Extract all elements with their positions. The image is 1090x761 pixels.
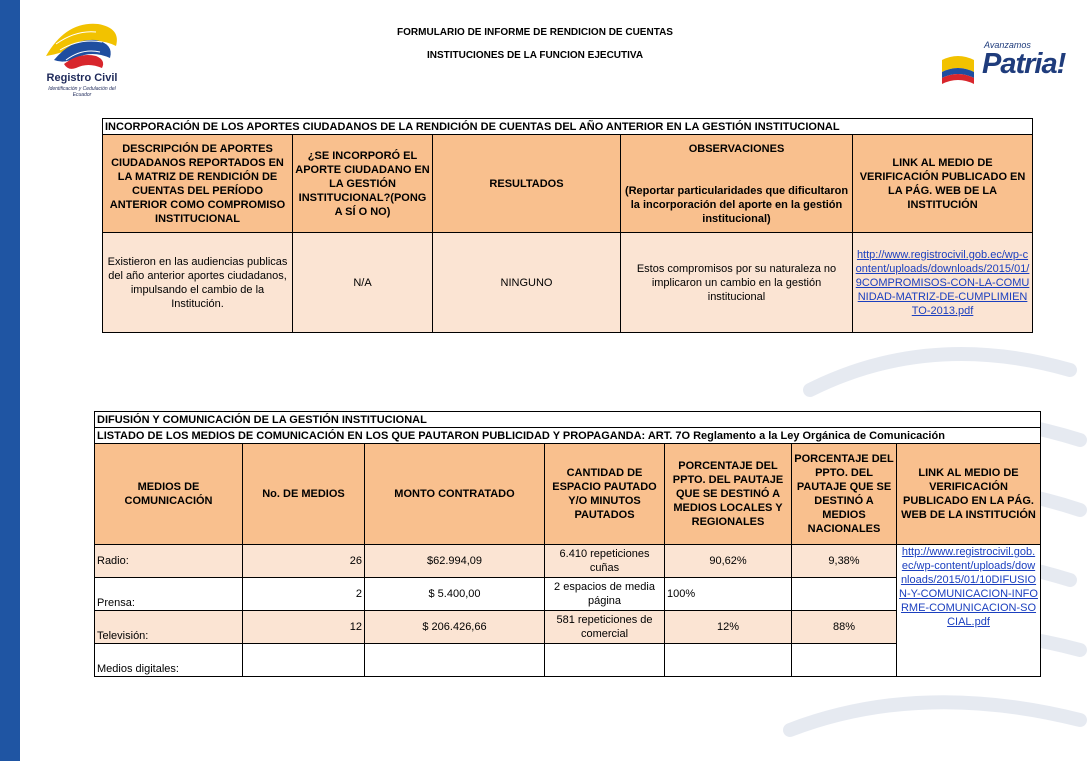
cell-cantidad: 6.410 repeticiones cuñas (545, 545, 665, 578)
cell-locales: 12% (665, 611, 792, 644)
cell-incorporo: N/A (293, 233, 433, 333)
cell-link-2 (897, 545, 1041, 677)
header-link: LINK AL MEDIO DE VERIFICACIÓN PUBLICADO EN LA PÁG. WEB DE LA INSTITUCIÓN (853, 135, 1033, 233)
header-observaciones-sub: (Reportar particularidades que dificultaron la incorporación del aporte en la gestión institucional) (624, 184, 849, 225)
form-title: FORMULARIO DE INFORME DE RENDICION DE CUENTAS (397, 27, 673, 38)
cell-medio: Medios digitales: (95, 644, 243, 677)
header-descripcion: DESCRIPCIÓN DE APORTES CIUDADANOS REPORTADOS EN LA MATRIZ DE RENDICIÓN DE CUENTAS DEL PERÍODO ANTERIOR COMO COMPROMISO INSTITUCIONAL (103, 135, 293, 233)
cell-cantidad: 581 repeticiones de comercial (545, 611, 665, 644)
cell-no: 12 (243, 611, 365, 644)
cell-locales (665, 644, 792, 677)
aportes-ciudadanos-table (102, 118, 1033, 333)
cell-locales: 90,62% (665, 545, 792, 578)
cell-cantidad: 2 espacios de media página (545, 578, 665, 611)
cell-medio: Televisión: (95, 611, 243, 644)
logo-name: Registro Civil (46, 72, 118, 84)
header-medios: MEDIOS DE COMUNICACIÓN (95, 444, 243, 545)
header-observaciones-title: OBSERVACIONES (688, 142, 785, 155)
verification-link-2[interactable]: http://www.registrocivil.gob.ec/wp-content/uploads/downloads/2015/01/10DIFUSION-Y-COMUNICACION-INFORME-COMUNICACION-SOCIAL.pdf (899, 546, 1038, 628)
table1-caption: INCORPORACIÓN DE LOS APORTES CIUDADANOS DE LA RENDICIÓN DE CUENTAS DEL AÑO ANTERIOR EN LA GESTIÓN INSTITUCIONAL (103, 119, 1033, 135)
table2-caption1: DIFUSIÓN Y COMUNICACIÓN DE LA GESTIÓN INSTITUCIONAL (95, 412, 1041, 428)
table2-caption2: LISTADO DE LOS MEDIOS DE COMUNICACIÓN EN LOS QUE PAUTARON PUBLICIDAD Y PROPAGANDA: ART. 7O Reglamento a la Ley Orgánica de Comunicación (95, 428, 1041, 444)
cell-nacionales (792, 644, 897, 677)
cell-medio: Prensa: (95, 578, 243, 611)
cell-cantidad (545, 644, 665, 677)
header-pct-locales: PORCENTAJE DEL PPTO. DEL PAUTAJE QUE SE DESTINÓ A MEDIOS LOCALES Y REGIONALES (665, 444, 792, 545)
cell-monto (365, 644, 545, 677)
cell-monto: $62.994,09 (365, 545, 545, 578)
patria-wordmark: Patria! (982, 48, 1066, 80)
cell-medio: Radio: (95, 545, 243, 578)
cell-no: 2 (243, 578, 365, 611)
cell-no (243, 644, 365, 677)
cell-resultados: NINGUNO (433, 233, 621, 333)
cell-locales: 100% (665, 578, 792, 611)
table-row (95, 545, 1041, 578)
header-no-medios: No. DE MEDIOS (243, 444, 365, 545)
header-observaciones (621, 135, 853, 233)
cell-link (853, 233, 1033, 333)
patria-tagline: Avanzamos (984, 40, 1031, 50)
header-link-2: LINK AL MEDIO DE VERIFICACIÓN PUBLICADO EN LA PÁG. WEB DE LA INSTITUCIÓN (897, 444, 1041, 545)
cell-descripcion: Existieron en las audiencias publicas del año anterior aportes ciudadanos, impulsando el cambio de la Institución. (103, 233, 293, 333)
cell-nacionales (792, 578, 897, 611)
header-pct-nacionales: PORCENTAJE DEL PPTO. DEL PAUTAJE QUE SE DESTINÓ A MEDIOS NACIONALES (792, 444, 897, 545)
header-cantidad: CANTIDAD DE ESPACIO PAUTADO Y/O MINUTOS PAUTADOS (545, 444, 665, 545)
header-resultados: RESULTADOS (433, 135, 621, 233)
left-accent-bar (0, 0, 20, 761)
difusion-comunicacion-table (94, 411, 1041, 677)
cell-monto: $ 5.400,00 (365, 578, 545, 611)
verification-link-1[interactable]: http://www.registrocivil.gob.ec/wp-content/uploads/downloads/2015/01/9COMPROMISOS-CON-LA-COMUNIDAD-MATRIZ-DE-CUMPLIMIENTO-2013.pdf (855, 248, 1030, 317)
cell-no: 26 (243, 545, 365, 578)
header-incorporo: ¿SE INCORPORÓ EL APORTE CIUDADANO EN LA GESTIÓN INSTITUCIONAL?(PONG A SÍ O NO) (293, 135, 433, 233)
cell-nacionales: 9,38% (792, 545, 897, 578)
cell-nacionales: 88% (792, 611, 897, 644)
cell-monto: $ 206.426,66 (365, 611, 545, 644)
header-monto: MONTO CONTRATADO (365, 444, 545, 545)
logo-subtitle: Identificación y Cedulación del Ecuador (48, 86, 116, 98)
cell-observaciones: Estos compromisos por su naturaleza no implicaron un cambio en la gestión institucional (621, 233, 853, 333)
form-subtitle: INSTITUCIONES DE LA FUNCION EJECUTIVA (426, 50, 644, 61)
